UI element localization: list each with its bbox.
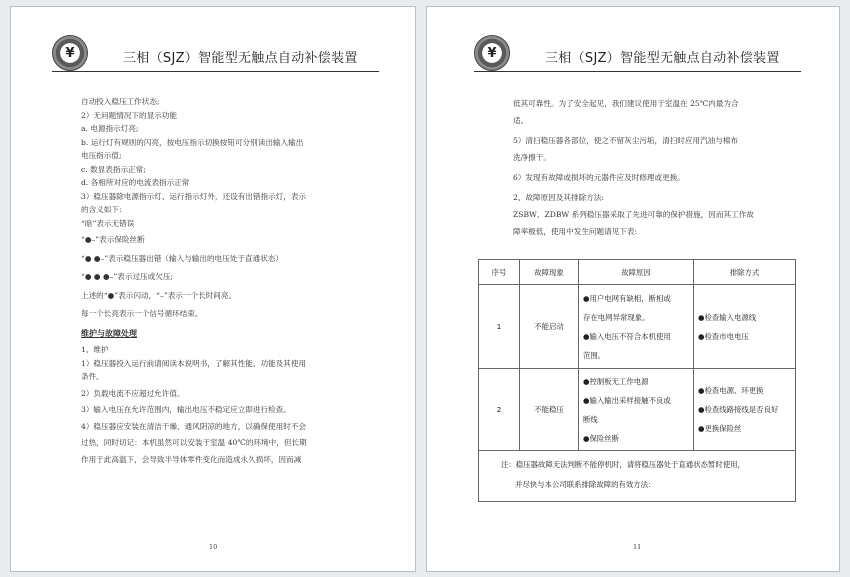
text-line: “● ●–”表示稳压器出错（输入与输出的电压处于直通状态）: [81, 253, 283, 263]
cause-line: ●控制板无工作电源: [583, 376, 649, 386]
text-line: 的含义如下:: [81, 205, 122, 214]
cause-line: 存在电网异常现象。: [583, 312, 650, 322]
note-line: 并尽快与本公司联系排除故障的有效方法：: [515, 480, 656, 489]
header-title: 三相（SJZ）智能型无触点自动补偿装置: [545, 51, 780, 66]
fault-causes: [579, 369, 694, 451]
table-note: [479, 451, 796, 502]
text-line: 4）稳压器应安装在清洁干燥、通风阴凉的地方，以确保使用时不会: [81, 421, 307, 431]
text-line: 适。: [513, 116, 529, 125]
right-page: [426, 6, 840, 572]
cause-line: ●输入输出采样接触不良或: [583, 395, 671, 405]
text-line: 自动投入稳压工作状态;: [81, 97, 160, 106]
text-line: 低其可靠性。为了安全起见，我们建议使用于室温在 25℃内最为合: [513, 99, 739, 108]
text-line: a. 电源指示灯亮;: [81, 124, 139, 133]
text-line: b. 运行灯有规则的闪亮，按电压指示切换按钮可分别读出输入输出: [81, 137, 304, 147]
text-line: d. 各相所对应的电流表指示正常: [81, 178, 190, 187]
fault-remedies: [694, 369, 796, 451]
note-line: 注：稳压器故障无法判断不能停机时，请将稳压器处于直通状态暂时使用，: [501, 460, 745, 469]
table-row: [479, 369, 796, 451]
fault-causes: [579, 285, 694, 369]
text-line: ZSBW、ZDBW 系列稳压器采取了先进可靠的保护措施，因而其工作故: [513, 210, 754, 219]
table-row: [479, 285, 796, 369]
text-line: “●–”表示保险丝断: [81, 235, 145, 244]
text-line: 2）负载电流不应超过允许值。: [81, 388, 185, 398]
company-emblem-icon: ¥: [474, 35, 510, 71]
row-number: 1: [479, 285, 520, 369]
cause-line: ●用户电网有缺相，断相或: [583, 293, 671, 303]
remedy-line: ●检查线路接线是否良好: [698, 405, 779, 414]
column-header: 故障原因: [579, 260, 694, 285]
header-title: 三相（SJZ）智能型无触点自动补偿装置: [123, 51, 358, 66]
cause-line: 断线: [583, 414, 598, 424]
text-line: 3）输入电压在允许范围内，输出电压不稳定应立即进行检查。: [81, 405, 291, 414]
text-line: 每一个长亮表示一个信号循环结束。: [81, 309, 203, 318]
section-title: 维护与故障处理: [81, 328, 137, 338]
fault-table: [478, 259, 796, 502]
header-divider: [474, 71, 801, 72]
remedy-line: ●更换保险丝: [698, 424, 742, 433]
fault-remedies: [694, 285, 796, 369]
left-body: [81, 95, 307, 466]
remedy-line: ●检查电源、环更换: [698, 386, 764, 395]
text-line: 1、维护: [81, 345, 109, 354]
text-line: 2）无问题情况下的显示功能: [81, 110, 177, 120]
right-body: [513, 97, 754, 239]
column-header: 故障现象: [520, 260, 579, 285]
text-line: 作用于此高温下，会导致半导体零件变化而造成永久损坏，因而减: [81, 454, 302, 464]
text-line: c. 数显表指示正常;: [81, 164, 146, 174]
cause-line: ●输入电压不符合本机使用: [583, 331, 671, 341]
text-line: 6）发现有故障或损坏的元器件应及时修理或更换。: [513, 173, 685, 182]
text-line: 5）清扫稳压器各部位，使之不留灰尘污垢，清扫时应用汽油与棉布: [513, 136, 739, 145]
text-line: “● ● ●–”表示过压或欠压;: [81, 272, 173, 281]
page-number: 11: [633, 543, 642, 551]
fault-symptom: 不能稳压: [520, 369, 579, 451]
column-header: 序号: [479, 260, 520, 285]
cause-line: 范围。: [583, 350, 606, 360]
row-number: 2: [479, 369, 520, 451]
text-line: 障率极低，使用中发生问题请见下表:: [513, 227, 638, 236]
text-line: 条件。: [81, 372, 104, 381]
company-emblem-icon: ¥: [52, 35, 88, 71]
text-line: 3）稳压器除电源指示灯、运行指示灯外，还设有出错指示灯，表示: [81, 191, 307, 201]
remedy-line: ●检查市电电压: [698, 331, 749, 341]
left-page: [10, 6, 416, 572]
fault-symptom: 不能启动: [520, 285, 579, 369]
table-note-row: [479, 451, 796, 502]
text-line: 过热，同时切记：本机虽然可以安装于室温 40℃的环境中，但长期: [81, 438, 307, 447]
text-line: 上述的“●”表示闪动，“–”表示一个长时间亮。: [81, 290, 237, 300]
text-line: 2、故障原因及其排除方法:: [513, 193, 604, 202]
text-line: “暗”表示无错误: [81, 218, 135, 228]
table-header-row: [479, 260, 796, 285]
header-divider: [52, 71, 379, 72]
text-line: 洗净擦干。: [513, 153, 551, 162]
cause-line: ●保险丝断: [583, 433, 620, 443]
column-header: 排除方式: [694, 260, 796, 285]
text-line: 1）稳压器投入运行前请阅读本说明书，了解其性能、功能及其使用: [81, 358, 307, 368]
page-number: 10: [209, 543, 218, 551]
remedy-line: ●检查输入电源线: [698, 312, 757, 322]
text-line: 电压指示值;: [81, 151, 122, 160]
